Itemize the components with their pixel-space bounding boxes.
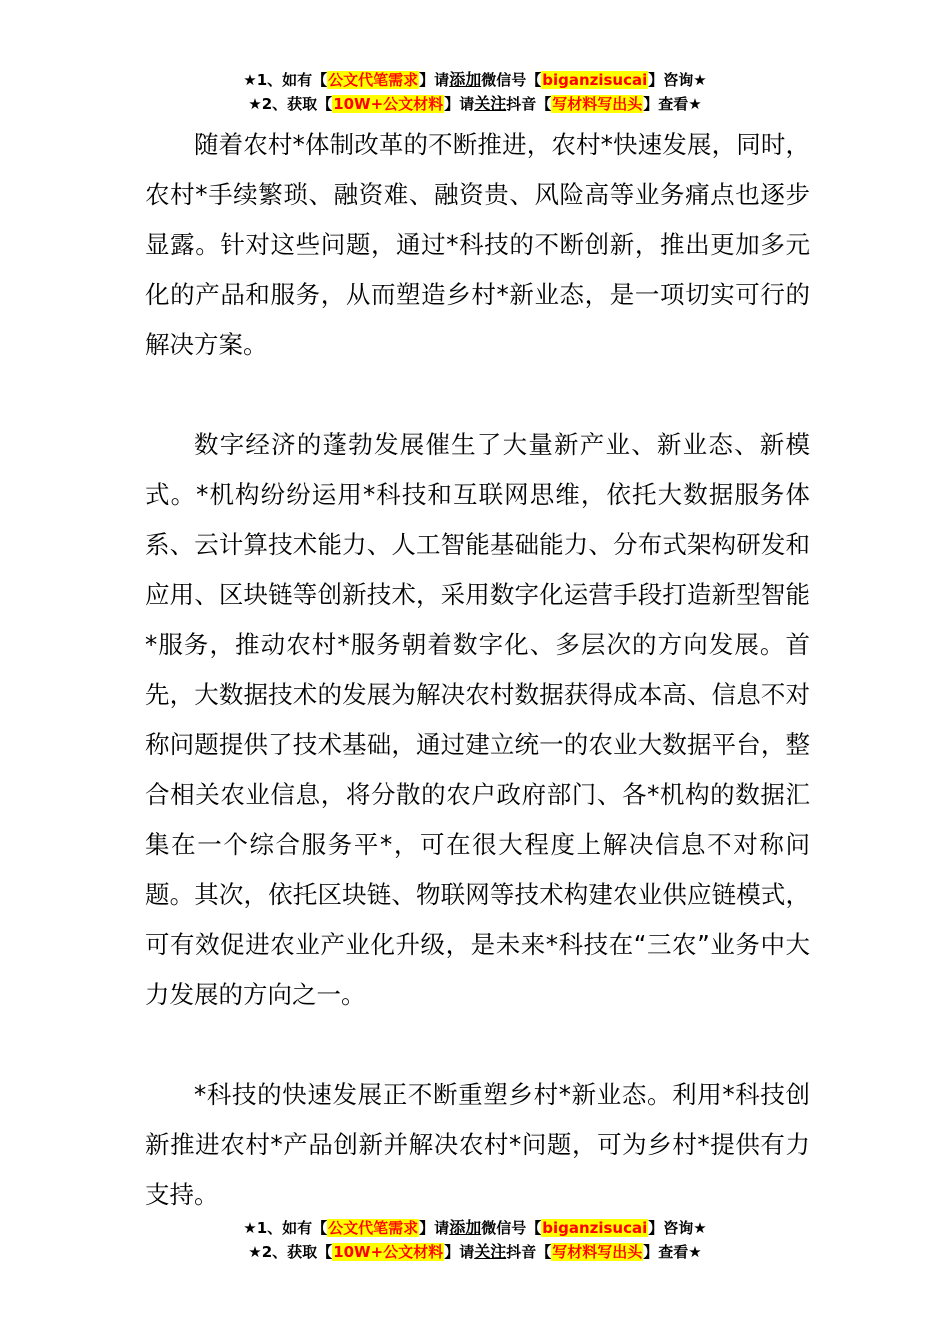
promo-text: 】查看★ bbox=[643, 1243, 702, 1261]
promo-text: 】查看★ bbox=[643, 95, 702, 113]
promo-text: 微信号【 bbox=[481, 71, 542, 89]
promo-highlight: 10W+公文材料 bbox=[333, 1243, 444, 1261]
promo-wechat-id: biganzisucai bbox=[542, 71, 648, 89]
promo-text: 抖音【 bbox=[506, 1243, 552, 1261]
promo-highlight: 公文代笔需求 bbox=[328, 1219, 419, 1237]
promo-text: 微信号【 bbox=[481, 1219, 542, 1237]
promo-line-1 bbox=[0, 68, 950, 92]
promo-text: 】请 bbox=[444, 95, 475, 113]
header-promo-banner bbox=[0, 68, 950, 116]
promo-text: 】请 bbox=[419, 1219, 450, 1237]
promo-line-2 bbox=[0, 1240, 950, 1264]
promo-text: 】请 bbox=[419, 71, 450, 89]
promo-wechat-id: biganzisucai bbox=[542, 1219, 648, 1237]
promo-text: 】咨询★ bbox=[648, 1219, 707, 1237]
promo-underlined-text: 关注 bbox=[474, 94, 507, 113]
paragraph-3: *科技的快速发展正不断重塑乡村*新业态。利用*科技创新推进农村*产品创新并解决农村*问题，可为乡村*提供有力支持。 bbox=[145, 1080, 810, 1209]
promo-text: 抖音【 bbox=[506, 95, 552, 113]
promo-text: ★1、如有【 bbox=[243, 71, 328, 89]
promo-line-1 bbox=[0, 1216, 950, 1240]
promo-underlined-text: 添加 bbox=[449, 70, 482, 89]
promo-underlined-text: 关注 bbox=[474, 1242, 507, 1261]
paragraph-2: 数字经济的蓬勃发展催生了大量新产业、新业态、新模式。*机构纷纷运用*科技和互联网思维，依托大数据服务体系、云计算技术能力、人工智能基础能力、分布式架构研发和应用、区块链等创新技术，采用数字化运营手段打造新型智能*服务，推动农村*服务朝着数字化、多层次的方向发展。首先，大数据技术的发展为解决农村数据获得成本高、信息不对称问题提供了技术基础，通过建立统一的农业大数据平台，整合相关农业信息，将分散的农户政府部门、各*机构的数据汇集在一个综合服务平*，可在很大程度上解决信息不对称问题。其次，依托区块链、物联网等技术构建农业供应链模式，可有效促进农业产业化升级，是未来*科技在“三农”业务中大力发展的方向之一。 bbox=[145, 430, 810, 1009]
promo-text: ★2、获取【 bbox=[248, 95, 333, 113]
promo-text: ★1、如有【 bbox=[243, 1219, 328, 1237]
document-body bbox=[145, 120, 810, 1220]
paragraph-1: 随着农村*体制改革的不断推进，农村*快速发展，同时，农村*手续繁琐、融资难、融资贵、风险高等业务痛点也逐步显露。针对这些问题，通过*科技的不断创新，推出更加多元化的产品和服务，从而塑造乡村*新业态，是一项切实可行的解决方案。 bbox=[145, 130, 810, 359]
promo-highlight: 公文代笔需求 bbox=[328, 71, 419, 89]
footer-promo-banner bbox=[0, 1216, 950, 1264]
promo-text: ★2、获取【 bbox=[248, 1243, 333, 1261]
promo-highlight: 10W+公文材料 bbox=[333, 95, 444, 113]
promo-douyin-id: 写材料写出头 bbox=[552, 1243, 643, 1261]
promo-underlined-text: 添加 bbox=[449, 1218, 482, 1237]
promo-line-2 bbox=[0, 92, 950, 116]
promo-text: 】咨询★ bbox=[648, 71, 707, 89]
promo-text: 】请 bbox=[444, 1243, 475, 1261]
promo-douyin-id: 写材料写出头 bbox=[552, 95, 643, 113]
